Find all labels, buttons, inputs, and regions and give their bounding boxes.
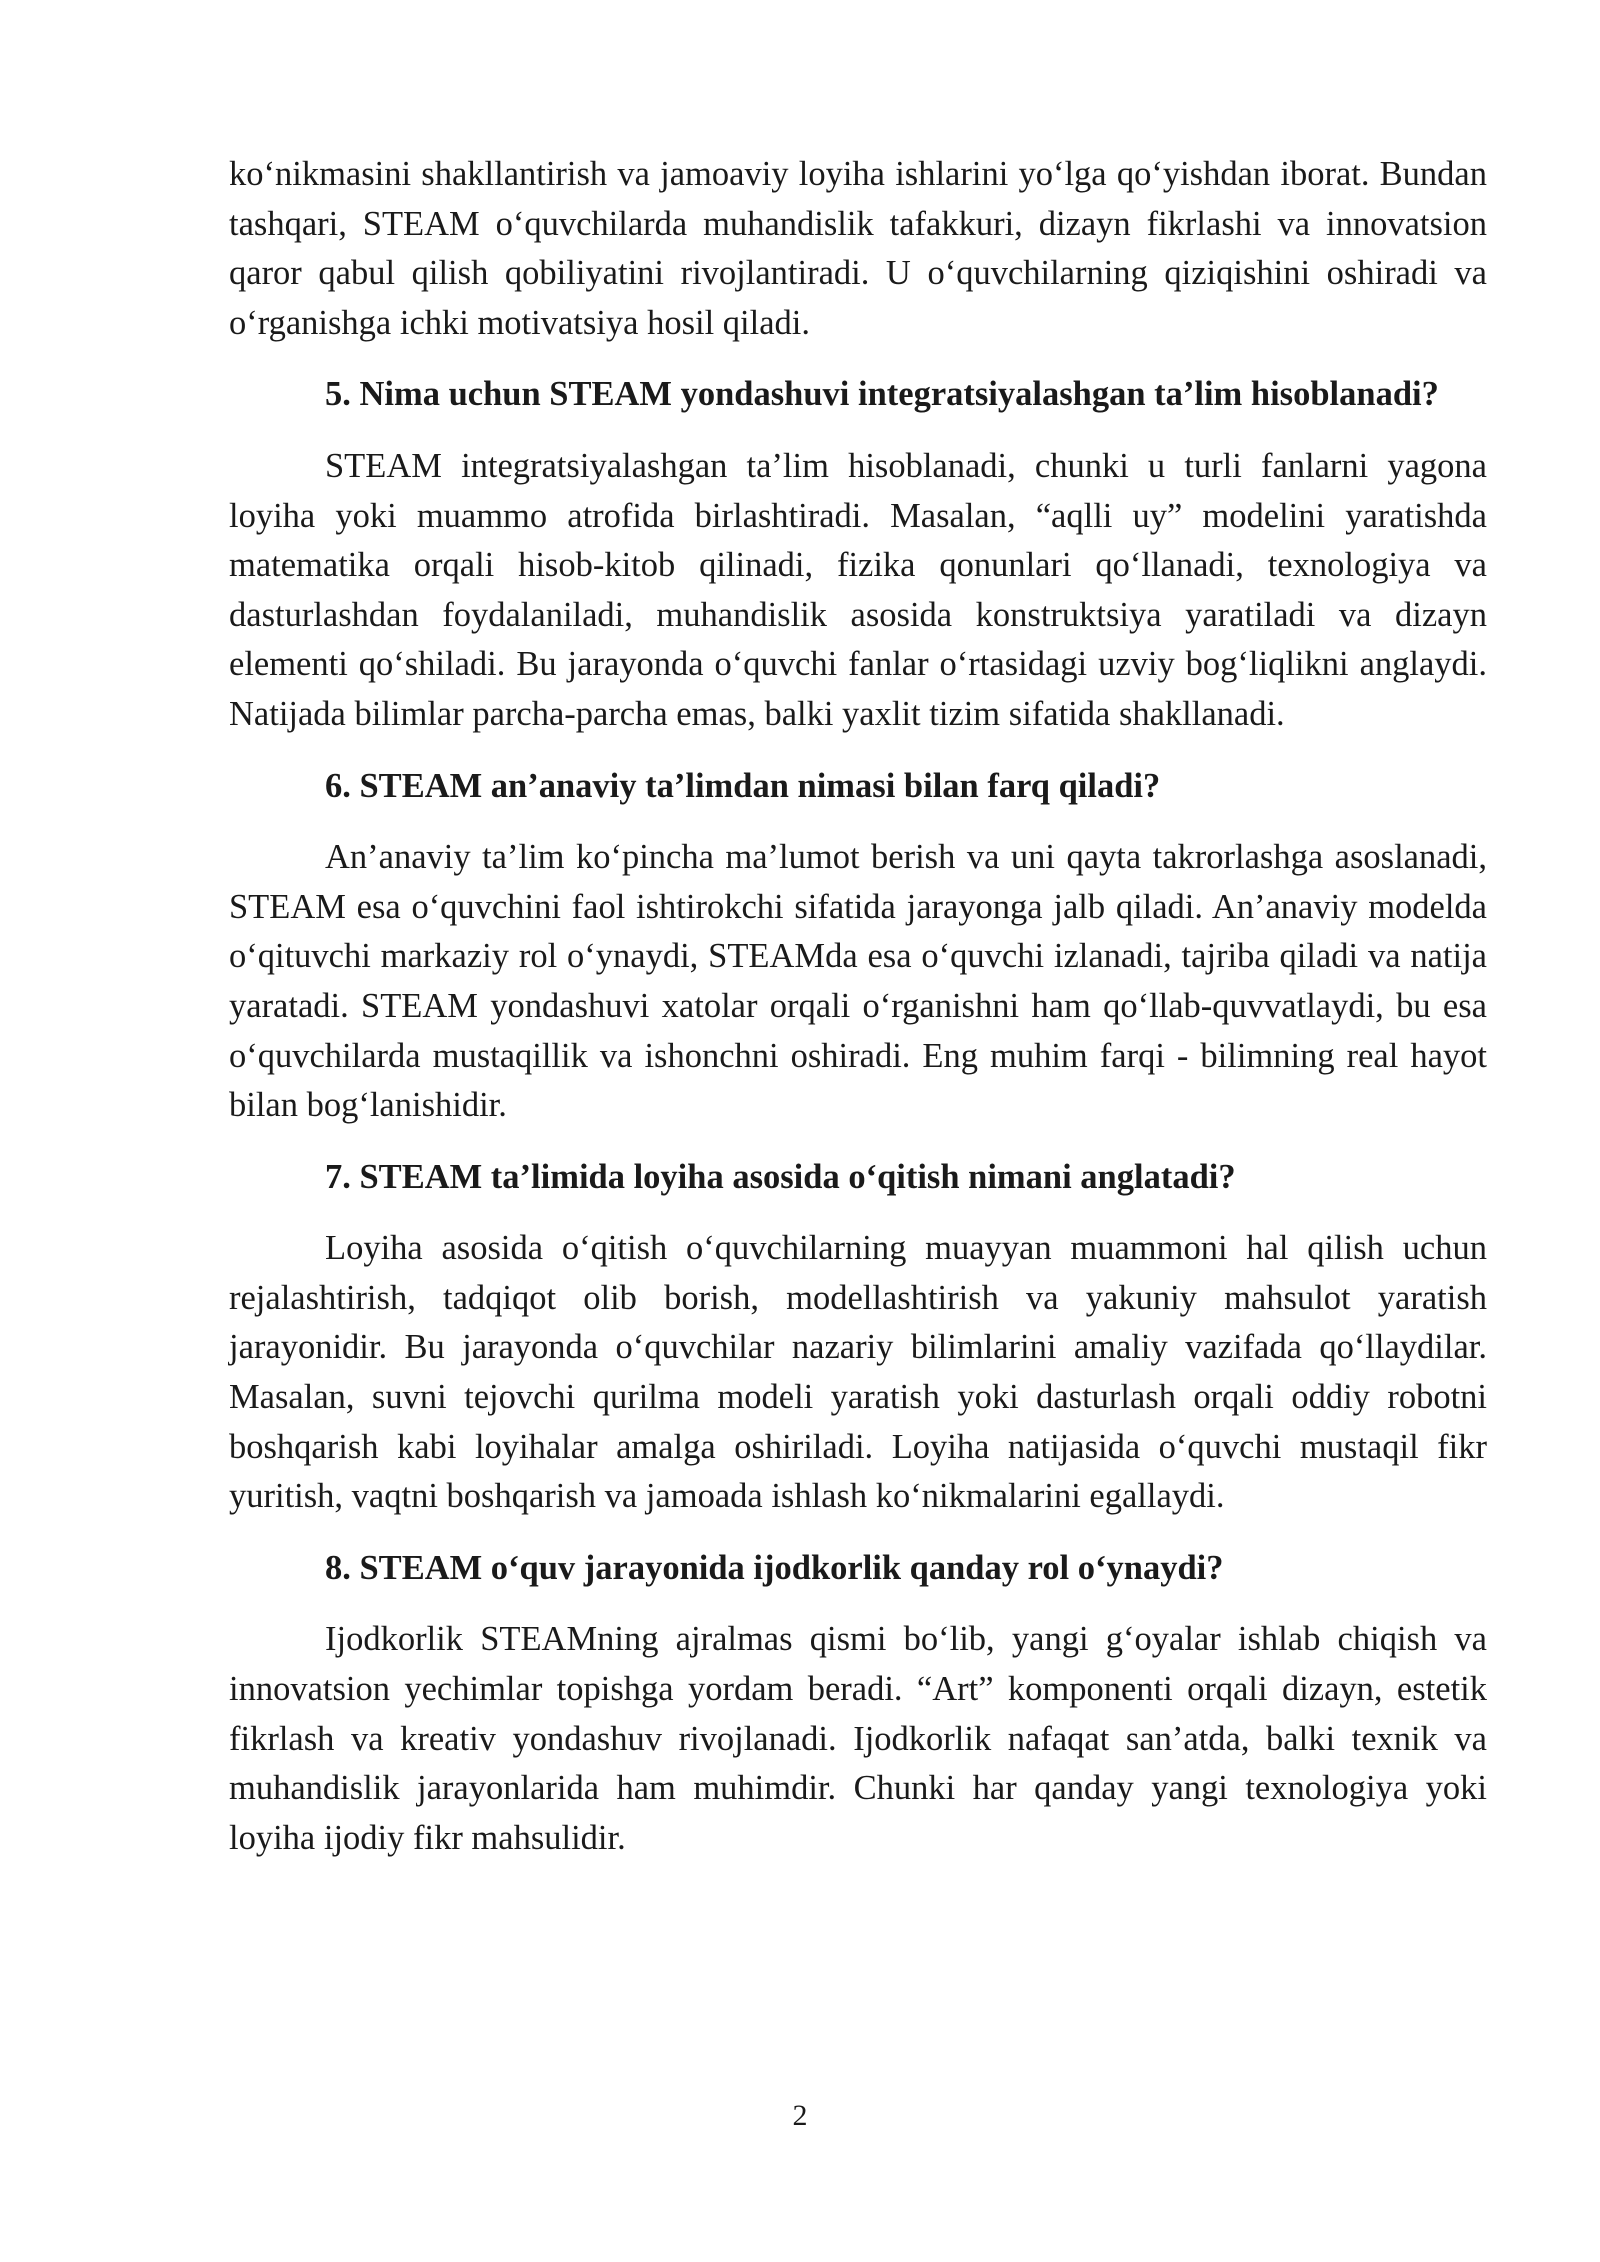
paragraph-answer-8: Ijodkorlik STEAMning ajralmas qismi bo‘lib, yangi g‘oyalar ishlab chiqish va innovatsion yechimlar topishga yordam beradi. “Art” komponenti orqali dizayn, estetik fikrlash va kreativ yondashuv rivojlanadi. Ijodkorlik nafaqat san’atda, balki texnik va muhandislik jarayonlarida ham muhimdir. Chunki har qanday yangi texnologiya yoki loyiha ijodiy fikr mahsulidir.: [229, 1620, 1487, 1857]
paragraph-answer-6: An’anaviy ta’lim ko‘pincha ma’lumot berish va uni qayta takrorlashga asoslanadi, STEAM esa o‘quvchini faol ishtirokchi sifatida jarayonga jalb qiladi. An’anaviy modelda o‘qituvchi markaziy rol o‘ynaydi, STEAMda esa o‘quvchi izlanadi, tajriba qiladi va natija yaratadi. STEAM yondashuvi xatolar orqali o‘rganishni ham qo‘llab-quvvatlaydi, bu esa o‘quvchilarda mustaqillik va ishonchni oshiradi. Eng muhim farqi - bilimning real hayot bilan bog‘lanishidir.: [229, 838, 1487, 1125]
paragraph-answer-5: STEAM integratsiyalashgan ta’lim hisoblanadi, chunki u turli fanlarni yagona loyiha yoki muammo atrofida birlashtiradi. Masalan, “aqlli uy” modelini yaratishda matematika orqali hisob-kitob qilinadi, fizika qonunlari qo‘llanadi, texnologiya va dasturlashdan foydalaniladi, muhandislik asosida konstruktsiya yaratiladi va dizayn elementi qo‘shiladi. Bu jarayonda o‘quvchi fanlar o‘rtasidagi uzviy bog‘liqlikni anglaydi. Natijada bilimlar parcha-parcha emas, balki yaxlit tizim sifatida shakllanadi.: [229, 446, 1487, 733]
heading-question-8: 8. STEAM o‘quv jarayonida ijodkorlik qanday rol o‘ynaydi?: [325, 1548, 1224, 1587]
paragraph-continuation: ko‘nikmasini shakllantirish va jamoaviy loyiha ishlarini yo‘lga qo‘yishdan iborat. Bundan tashqari, STEAM o‘quvchilarda muhandislik tafakkuri, dizayn fikrlashi va innovatsion qaror qabul qilish qobiliyatini rivojlantiradi. U o‘quvchilarning qiziqishini oshiradi va o‘rganishga ichki motivatsiya hosil qiladi.: [229, 155, 1487, 342]
page-content: [229, 150, 1487, 1863]
page-number: 2: [792, 2099, 808, 2132]
paragraph-answer-7: Loyiha asosida o‘qitish o‘quvchilarning muayyan muammoni hal qilish uchun rejalashtirish, tadqiqot olib borish, modellashtirish va yakuniy mahsulot yaratish jarayonidir. Bu jarayonda o‘quvchilar nazariy bilimlarini amaliy vazifada qo‘llaydilar. Masalan, suvni tejovchi qurilma modeli yaratish yoki dasturlash orqali oddiy robotni boshqarish kabi loyihalar amalga oshiriladi. Loyiha natijasida o‘quvchi mustaqil fikr yuritish, vaqtni boshqarish va jamoada ishlash ko‘nikmalarini egallaydi.: [229, 1229, 1487, 1516]
heading-question-7: 7. STEAM ta’limida loyiha asosida o‘qitish nimani anglatadi?: [325, 1157, 1236, 1196]
heading-question-6: 6. STEAM an’anaviy ta’limdan nimasi bilan farq qiladi?: [325, 766, 1161, 805]
heading-question-5: 5. Nima uchun STEAM yondashuvi integratsiyalashgan ta’lim hisoblanadi?: [325, 375, 1439, 414]
